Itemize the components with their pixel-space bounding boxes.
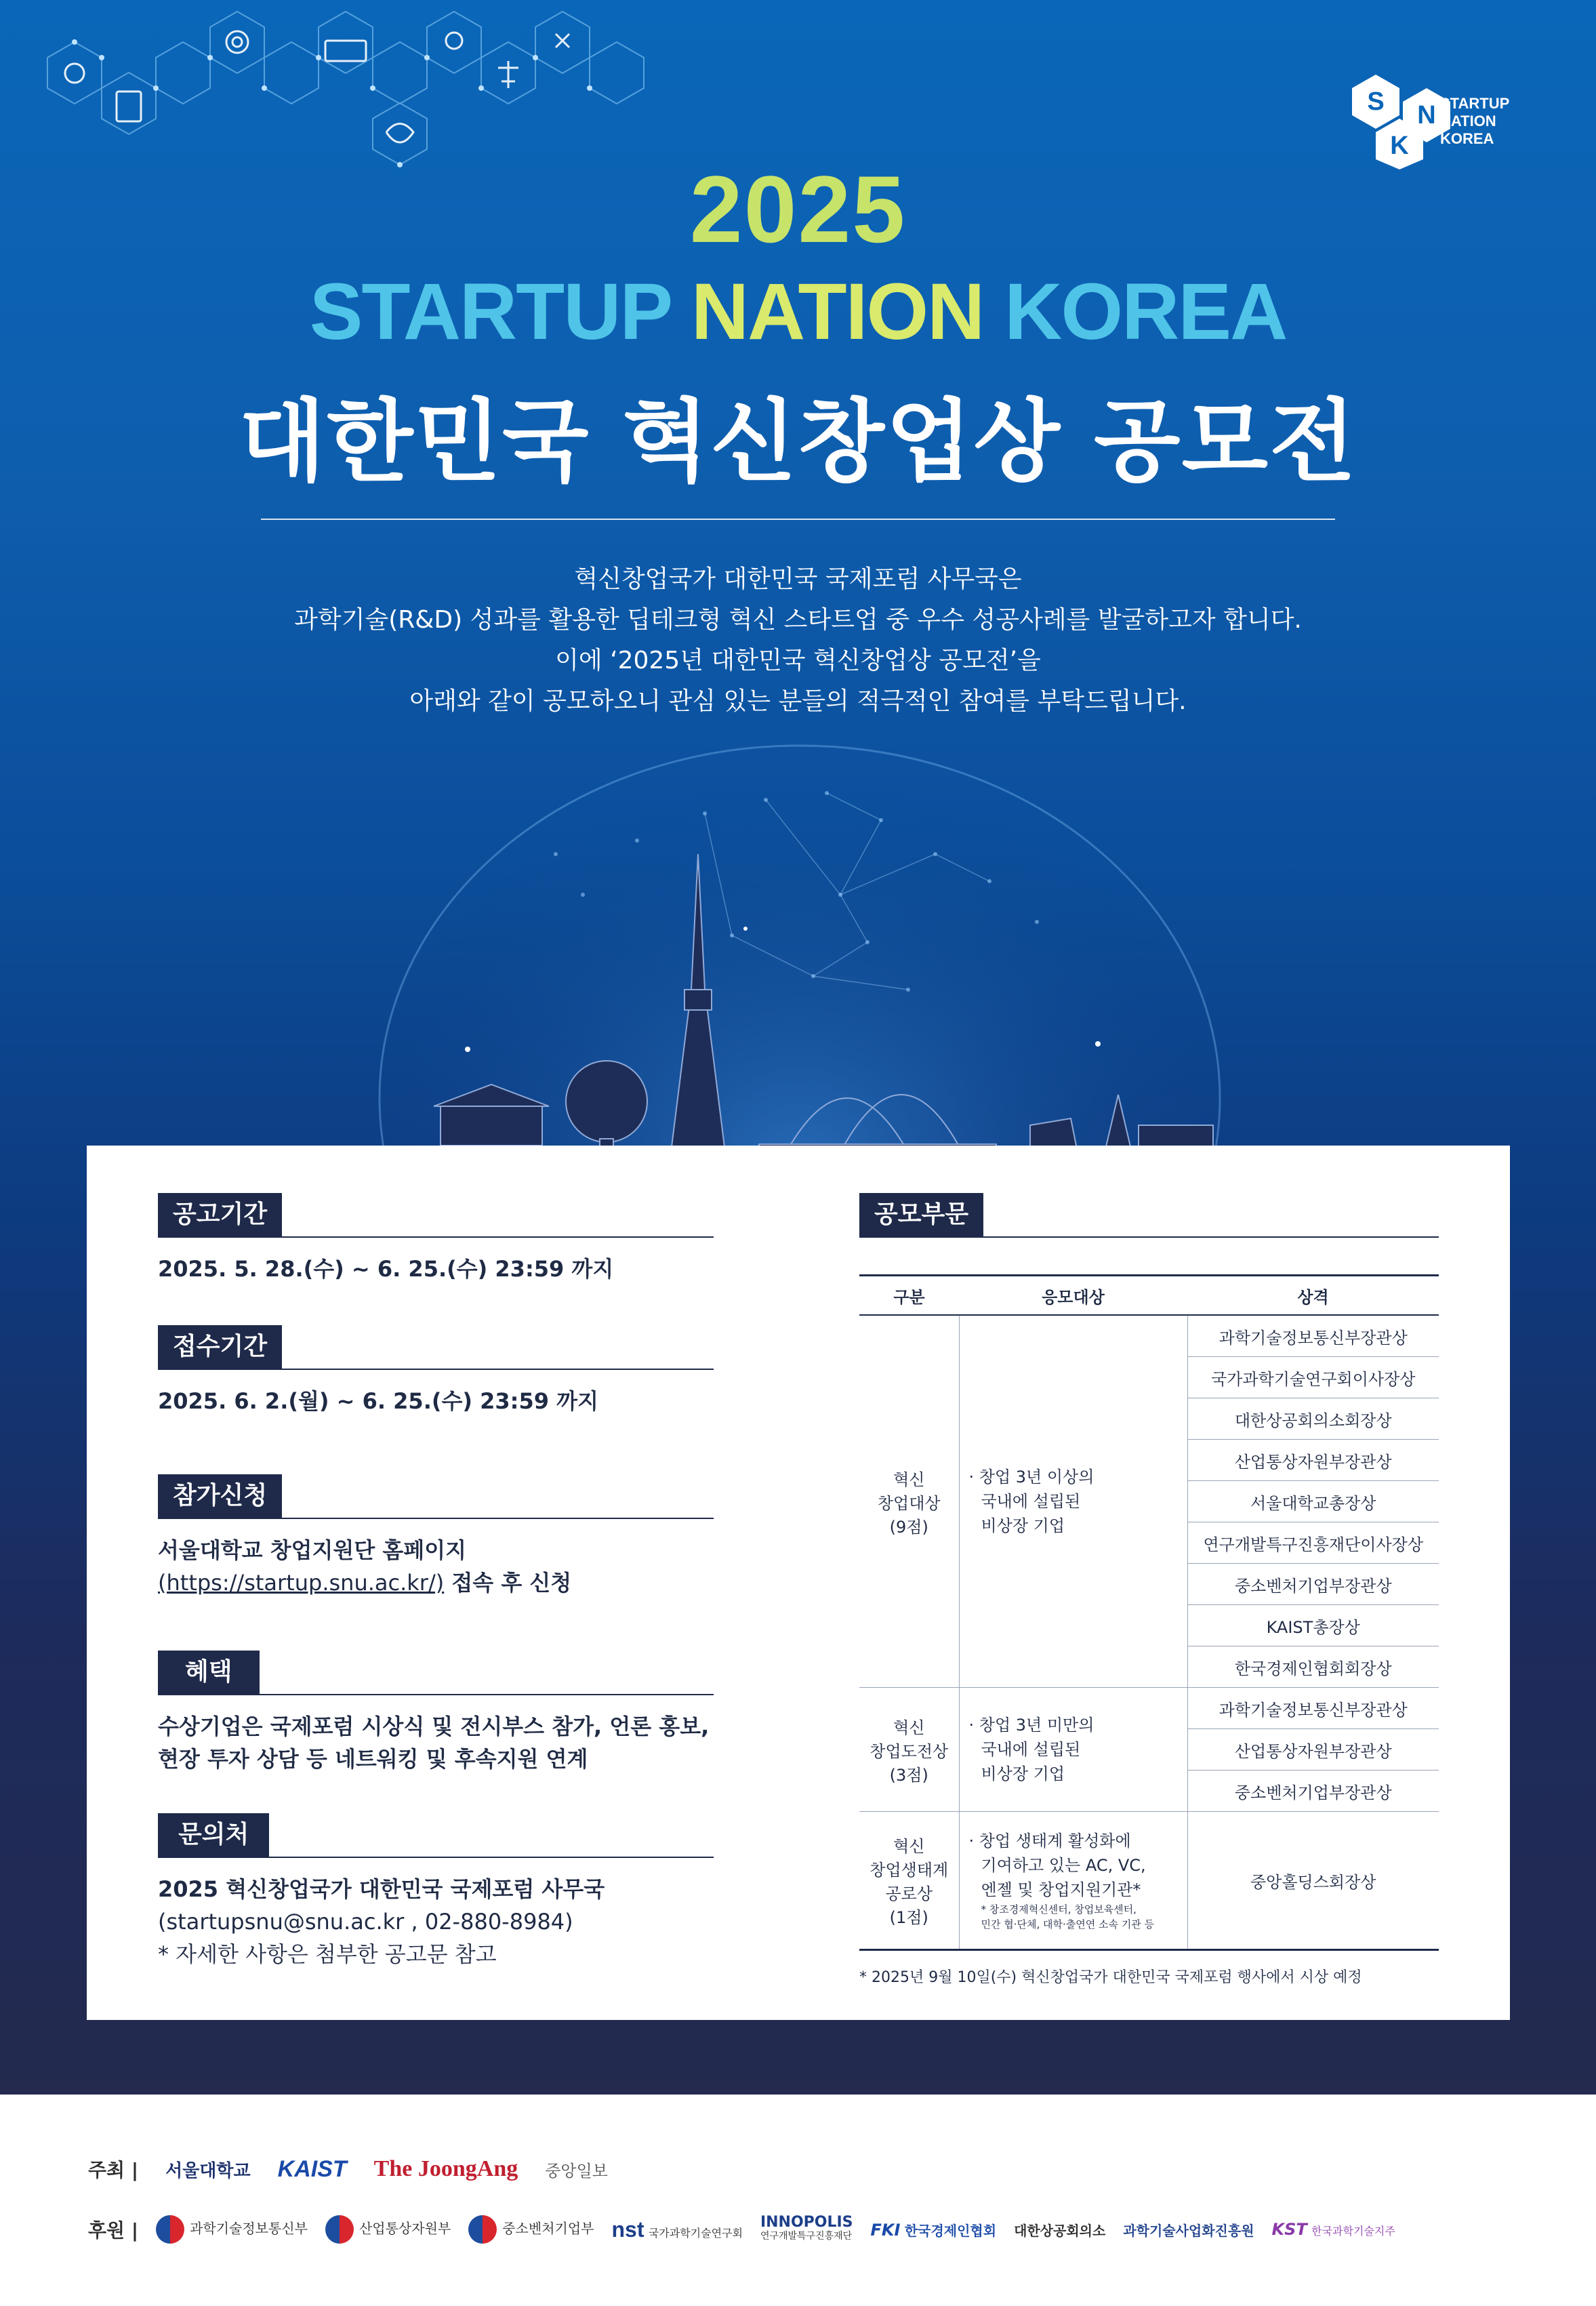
prize-cell: 대한상공회의소회장상	[1187, 1398, 1439, 1440]
supporter-compa: 과학기술사업화진흥원	[1123, 2222, 1254, 2239]
intro-line-1: 혁신창업국가 대한민국 국제포럼 사무국은	[574, 565, 1022, 593]
kst-logo: KST	[1271, 2220, 1307, 2239]
host-logo-snu: 서울대학교	[165, 2160, 251, 2181]
category-name-line: (1점)	[889, 1908, 928, 1927]
award-footnote: * 2025년 9월 10일(수) 혁신창업국가 대한민국 국제포럼 행사에서 시상 예정	[859, 1969, 1362, 1986]
category-name-line: (9점)	[889, 1517, 928, 1537]
target-note: * 창조경제혁신센터, 창업보육센터,	[981, 1903, 1137, 1916]
government-emblem-icon	[156, 2215, 184, 2244]
supporter-name: 국가과학기술연구회	[648, 2226, 743, 2240]
contact-note: * 자세한 사항은 첨부한 공고문 참고	[158, 1941, 497, 1967]
section-benefit	[158, 1651, 714, 1775]
target-line: · 창업 생태계 활성화에	[968, 1832, 1131, 1850]
target-line: 비상장 기업	[981, 1516, 1065, 1535]
prize-cell: 중앙홀딩스회장상	[1187, 1812, 1439, 1950]
supporter-name: 산업통상자원부	[359, 2220, 451, 2237]
globe-skyline-illustration	[352, 719, 1247, 1152]
announce-period: 2025. 5. 28.(수) ~ 6. 25.(수) 23:59 까지	[158, 1256, 614, 1282]
host-row	[88, 2156, 608, 2183]
contact-text	[158, 1873, 714, 1970]
target-line: · 창업 3년 미만의	[968, 1716, 1094, 1735]
table-row	[859, 1315, 1439, 1357]
category-target	[959, 1812, 1187, 1950]
host-logo-joongang-ilbo: 중앙일보	[545, 2161, 608, 2181]
category-name-line: 혁신	[893, 1470, 925, 1489]
col-header-target: 응모대상	[959, 1276, 1187, 1316]
title-english	[0, 266, 1596, 358]
announce-title: 공고기간	[158, 1193, 282, 1236]
contact-email-phone: (startupsnu@snu.ac.kr , 02-880-8984)	[158, 1909, 573, 1935]
prize-cell: 중소벤처기업부장관상	[1187, 1564, 1439, 1605]
title-en-nation: NATION	[691, 267, 984, 357]
supporter-msit	[156, 2215, 308, 2244]
table-row	[859, 1688, 1439, 1729]
intro-line-3: 이에 ‘2025년 대한민국 혁신창업상 공모전’을	[555, 647, 1041, 674]
section-rule	[158, 1369, 714, 1370]
category-name-line: 혁신	[893, 1718, 925, 1737]
intro-line-2: 과학기술(R&D) 성과를 활용한 딥테크형 혁신 스타트업 중 우수 성공사례를 발굴하고자 합니다.	[294, 606, 1302, 634]
info-panel	[87, 1146, 1510, 2020]
prize-cell: 한국경제인협회회장상	[1187, 1646, 1439, 1688]
prize-cell: 산업통상자원부장관상	[1187, 1440, 1439, 1481]
prize-cell: 산업통상자원부장관상	[1187, 1729, 1439, 1771]
section-receipt	[158, 1325, 714, 1417]
support-label: 후원 |	[88, 2219, 139, 2242]
receipt-period: 2025. 6. 2.(월) ~ 6. 25.(수) 23:59 까지	[158, 1388, 598, 1414]
target-line: 국내에 설립된	[981, 1740, 1081, 1759]
apply-title: 참가신청	[158, 1474, 282, 1518]
supporter-name: 한국경제인협회	[904, 2222, 997, 2239]
intro-text	[0, 559, 1596, 722]
col-header-category: 구분	[859, 1276, 959, 1316]
categories-title: 공모부문	[859, 1193, 983, 1236]
supporter-name: 과학기술정보통신부	[190, 2220, 308, 2237]
category-name	[859, 1315, 959, 1688]
prize-cell: 과학기술정보통신부장관상	[1187, 1315, 1439, 1357]
government-emblem-icon	[325, 2215, 354, 2244]
target-line: 엔젤 및 창업지원기관*	[981, 1880, 1141, 1899]
target-line: 비상장 기업	[981, 1764, 1065, 1783]
table-row	[859, 1812, 1439, 1950]
supporter-motie	[325, 2215, 451, 2244]
supporter-nst	[611, 2217, 742, 2242]
svg-text:N: N	[1417, 101, 1436, 129]
supporter-row	[88, 2215, 1395, 2244]
prize-cell: 연구개발특구진흥재단이사장상	[1187, 1522, 1439, 1564]
benefit-title: 혜택	[158, 1651, 260, 1694]
target-note: 민간 협·단체, 대학·출연연 소속 기관 등	[981, 1918, 1154, 1930]
prize-cell: 서울대학교총장상	[1187, 1481, 1439, 1522]
supporter-innopolis	[760, 2216, 853, 2243]
host-label: 주최 |	[88, 2159, 139, 2181]
section-rule	[158, 1857, 714, 1858]
section-rule	[158, 1518, 714, 1519]
contact-title: 문의처	[158, 1813, 269, 1857]
benefit-line-2: 현장 투자 상담 등 네트워킹 및 후속지원 연계	[158, 1746, 588, 1772]
sponsor-footer	[0, 2095, 1596, 2306]
prize-cell: 과학기술정보통신부장관상	[1187, 1688, 1439, 1729]
section-contact	[158, 1813, 714, 1970]
section-announce	[158, 1193, 714, 1285]
award-categories-table	[859, 1274, 1439, 1951]
intro-line-4: 아래와 같이 공모하오니 관심 있는 분들의 적극적인 참여를 부탁드립니다.	[409, 687, 1187, 715]
government-emblem-icon	[468, 2215, 497, 2244]
host-logo-kaist: KAIST	[277, 2156, 347, 2182]
prize-cell: 국가과학기술연구회이사장상	[1187, 1357, 1439, 1398]
receipt-title: 접수기간	[158, 1325, 282, 1369]
category-name-line: 공로상	[885, 1884, 933, 1903]
category-name-line: 창업대상	[877, 1493, 941, 1513]
supporter-name: 연구개발특구진흥재단	[760, 2231, 853, 2242]
section-categories	[859, 1193, 1439, 1238]
category-name	[859, 1688, 959, 1812]
year-heading: 2025	[689, 156, 907, 262]
supporter-mss	[468, 2215, 594, 2244]
category-target	[959, 1688, 1187, 1812]
innopolis-logo: INNOPOLIS	[760, 2214, 853, 2231]
supporter-fki	[871, 2220, 997, 2240]
benefit-text	[158, 1710, 714, 1775]
apply-text	[158, 1534, 714, 1599]
fki-logo: FKI	[870, 2220, 901, 2240]
col-header-prize: 상격	[1187, 1276, 1439, 1316]
apply-line-1: 서울대학교 창업지원단 홈페이지	[158, 1537, 467, 1563]
apply-link[interactable]: (https://startup.snu.ac.kr/)	[158, 1570, 445, 1596]
section-rule	[158, 1236, 714, 1238]
category-name-line: 창업도전상	[869, 1741, 949, 1761]
svg-text:K: K	[1390, 132, 1409, 160]
logo-line-2: NATION	[1440, 113, 1496, 129]
contact-line-1: 2025 혁신창업국가 대한민국 국제포럼 사무국	[158, 1876, 605, 1902]
target-line: · 창업 3년 이상의	[968, 1468, 1094, 1486]
logo-line-1: STARTUP	[1440, 95, 1510, 112]
category-name-line: 창업생태계	[869, 1861, 949, 1880]
title-divider	[261, 519, 1335, 520]
host-logo-joongang: The JoongAng	[373, 2156, 518, 2181]
prize-cell: KAIST총장상	[1187, 1605, 1439, 1646]
nst-logo: nst	[611, 2217, 644, 2242]
title-korean: 대한민국 혁신창업상 공모전	[239, 390, 1357, 494]
category-target	[959, 1315, 1187, 1688]
target-line: 국내에 설립된	[981, 1492, 1081, 1511]
logo-line-3: KOREA	[1440, 130, 1494, 147]
category-name-line: (3점)	[889, 1765, 928, 1785]
supporter-kst	[1272, 2220, 1395, 2239]
title-en-korea: KOREA	[1004, 267, 1287, 357]
category-name-line: 혁신	[893, 1837, 925, 1856]
title-en-startup: STARTUP	[309, 267, 671, 357]
section-rule	[158, 1694, 714, 1695]
svg-text:S: S	[1367, 87, 1385, 116]
logo-wordmark	[1440, 95, 1509, 148]
supporter-name: 한국과학기술지주	[1311, 2225, 1395, 2238]
section-apply	[158, 1474, 714, 1599]
apply-suffix: 접속 후 신청	[444, 1570, 572, 1596]
benefit-line-1: 수상기업은 국제포럼 시상식 및 전시부스 참가, 언론 홍보,	[158, 1714, 710, 1739]
prize-cell: 중소벤처기업부장관상	[1187, 1771, 1439, 1812]
section-rule	[859, 1236, 1439, 1238]
target-line: 기여하고 있는 AC, VC,	[981, 1856, 1146, 1875]
supporter-name: 중소벤처기업부	[502, 2220, 594, 2237]
category-name	[859, 1812, 959, 1950]
supporter-kcci: 대한상공회의소	[1014, 2222, 1106, 2239]
